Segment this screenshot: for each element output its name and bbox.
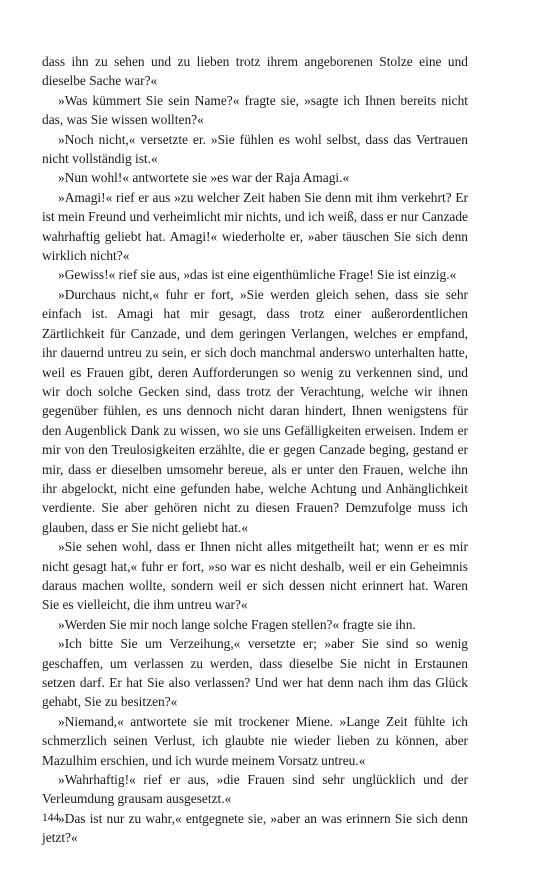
paragraph: »Werden Sie mir noch lange solche Fragen stellen?« fragte sie ihn. bbox=[58, 616, 416, 632]
paragraph: »Sie sehen wohl, dass er Ihnen nicht alles mitgetheilt hat; wenn er es mir nicht gesagt hat,« fuhr er fort, »so war es nicht deshalb, weil er ein Geheimnis daraus machen wollte, sondern weil er sich dessen nicht erinnert hat. Waren Sie es vielleicht, die ihm untreu war?« bbox=[42, 539, 468, 613]
paragraph: »Nun wohl!« antwortete sie »es war der Raja Amagi.« bbox=[58, 170, 350, 186]
paragraph: »Was kümmert Sie sein Name?« fragte sie, »sagte ich Ihnen bereits nicht das, was Sie wissen wollten?« bbox=[42, 92, 468, 128]
paragraph: »Durchaus nicht,« fuhr er fort, »Sie werden gleich sehen, dass sie sehr einfach ist. Amagi hat mir gesagt, dass trotz einer außerordentlichen Zärtlichkeit für Canzade, und dem geringen Verlangen, welches er empfand, ihr dauernd untreu zu sein, er sich doch manchmal anderswo unterhalten hatte, weil es Frauen gibt, deren Aufforderungen so wenig zu verkennen sind, und wir doch solche Gecken sind, dass trotz der Verachtung, welche wir ihnen gegenüber fühlen, es uns dennoch nicht daran hindert, Ihnen wenigstens für den Augenblick Dank zu wissen, wo sie uns Gefälligkeiten erweisen. Indem er mir von den Treulosigkeiten erzählte, die er gegen Canzade beging, gestand er mir, dass er dieselben umsomehr bereue, als er unter den Frauen, welche ihn ihr abgelockt, nicht eine gefunden habe, welche Achtung und Anhänglichkeit verdiente. Sie aber gehören nicht zu diesen Frauen? Demzufolge muss ich glauben, dass er Sie nicht geliebt hat.« bbox=[42, 286, 468, 535]
body-text bbox=[42, 52, 468, 848]
paragraph: »Niemand,« antwortete sie mit trockener Miene. »Lange Zeit fühlte ich schmerzlich seinen Verlust, ich glaubte nie wieder lieben zu können, aber Mazulhim erschien, und ich wurde meinem Vorsatz untreu.« bbox=[42, 713, 468, 768]
paragraph: »Ich bitte Sie um Verzeihung,« versetzte er; »aber Sie sind so wenig geschaffen, um verlassen zu werden, dass dieselbe Sie nicht in Erstaunen setzen darf. Er hat Sie also verlassen? Und wer hat denn nach ihm das Glück gehabt, Sie zu besitzen?« bbox=[42, 636, 468, 710]
paragraph: »Noch nicht,« versetzte er. »Sie fühlen es wohl selbst, dass das Vertrauen nicht vollständig ist.« bbox=[42, 131, 468, 167]
paragraph: »Das ist nur zu wahr,« entgegnete sie, »aber an was erinnern Sie sich denn jetzt?« bbox=[42, 810, 468, 846]
paragraph: »Gewiss!« rief sie aus, »das ist eine eigenthümliche Frage! Sie ist einzig.« bbox=[58, 267, 457, 283]
paragraph: dass ihn zu sehen und zu lieben trotz ihrem angeborenen Stolze eine und dieselbe Sache war?« bbox=[42, 54, 468, 89]
page-number: 144 bbox=[42, 812, 60, 824]
paragraph: »Wahrhaftig!« rief er aus, »die Frauen sind sehr unglücklich und der Verleumdung grausam ausgesetzt.« bbox=[42, 772, 468, 807]
paragraph: »Amagi!« rief er aus »zu welcher Zeit haben Sie denn mit ihm verkehrt? Er ist mein Freund und verheimlicht mir nichts, und ich weiß, dass er nur Canzade wahrhaftig geliebt hat. Amagi!« wiederholte er, »aber täuschen Sie sich denn wirklich nicht?« bbox=[42, 189, 468, 264]
